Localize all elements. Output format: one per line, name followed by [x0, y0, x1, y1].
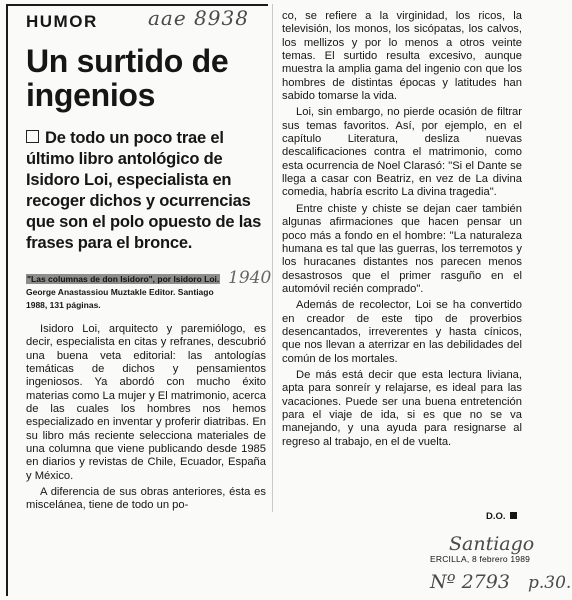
paragraph: co, se refiere a la virginidad, los ricos, la televisión, los monos, los sicópatas, los calvos, los mellizos y por lo menos a otros veinte temas. El surtido resulta excesivo, aunque muestra la amplia gama del ingenio con que los hombres de distintas épocas y latitudes han sabido tomarse la vida.	[282, 10, 522, 103]
paragraph: A diferencia de sus obras anteriores, ésta es miscelánea, tiene de todo un po-	[26, 486, 266, 512]
handwritten-page: p.30.	[528, 573, 572, 593]
section-label: HUMOR	[26, 12, 98, 31]
left-text-column	[26, 323, 266, 513]
author-signature: D.O.	[486, 511, 506, 522]
paragraph: Además de recolector, Loi se ha convertido en creador de este tipo de proverbios desencantados, irreverentes y hasta cínicos, que nos llevan a aterrizar en las debilidades del común de los mortales.	[282, 299, 522, 365]
article-title: Un surtido de ingenios	[26, 43, 229, 113]
column-divider	[272, 4, 273, 512]
frame-left-rule	[6, 4, 8, 596]
handwritten-city: Santiago	[449, 533, 535, 555]
publication-source: ERCILLA, 8 febrero 1989	[430, 554, 531, 564]
handwritten-archive-code: aae 8938	[148, 6, 249, 30]
paragraph: Entre chiste y chiste se dejan caer también algunas afirmaciones que hacen pensar un poco más a fondo en el hombre: "La naturaleza humana es tal que las guerras, los terremotos y los huracanes distantes nos parecen menos desastrosos que el primer rasguño en el automóvil recién comprado".	[282, 202, 522, 295]
paragraph: De más está decir que esta lectura liviana, apta para sonreír y relajarse, es ideal para las vacaciones. Puede ser una buena entretención para el viaje de ida, si es que no se va manejando, y una ayuda para resignarse al regreso al trabajo, en el de vuelta.	[282, 368, 522, 448]
bibliography-note	[26, 273, 232, 312]
handwritten-year: 1940	[228, 268, 272, 288]
end-square-icon	[510, 512, 517, 519]
paragraph: Isidoro Loi, arquitecto y paremiólogo, es decir, especialista en citas y refranes, descubrió una buena veta editorial: las antologías temáticas de dichos y pensamientos ingeniosos. Ya abordó con mucho éxito materias como La mujer y El matrimonio, acerca de las cuales los hombres nos hemos especializado en inventar y proferir diatribas. En su libro más reciente selecciona materiales de una columna que viene publicando desde 1985 en diarios y revistas de Chile, Ecuador, España y México.	[26, 323, 266, 482]
right-text-column	[282, 10, 522, 449]
paragraph: Loi, sin embargo, no pierde ocasión de filtrar sus temas favoritos. Así, por ejemplo, en el capítulo Literatura, desliza nuevas descalificaciones contra el matrimonio, como esta ocurrencia de Noel Clarasó: "Si el Dante se llega a casar con Beatriz, en vez de La divina comedia, habría escrito La divina tragedia".	[282, 106, 522, 199]
article-lead	[26, 128, 264, 254]
bibliography-rest: George Anastassiou Muztakle Editor. Santiago 1988, 131 páginas.	[26, 287, 214, 310]
lead-square-icon	[26, 130, 39, 143]
lead-text: De todo un poco trae el último libro antológico de Isidoro Loi, especialista en recoger dichos y ocurrencias que son el polo opuesto de las frases para el bronce.	[26, 129, 262, 252]
bibliography-highlighted: "Las columnas de don Isidoro", por Isidoro Loi.	[27, 274, 220, 284]
handwritten-number: Nº 2793	[430, 571, 510, 593]
